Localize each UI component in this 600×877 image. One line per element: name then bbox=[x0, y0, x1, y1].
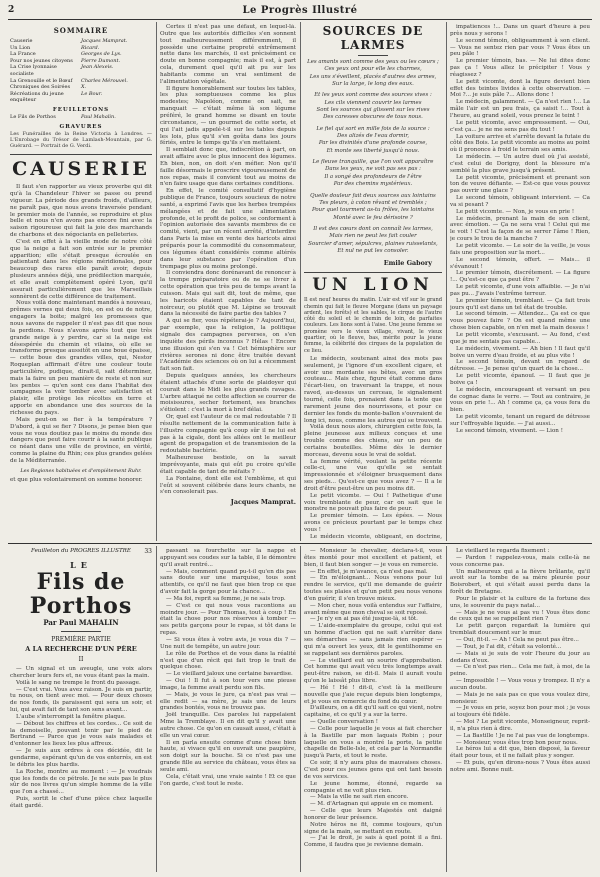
causerie-paragraph: La Fontaine, dont elle est l'emblème, et qui l'eût si souvent célébrée dans leurs chants, ne s'en consolerait pas. bbox=[160, 475, 296, 496]
poem-stanza bbox=[304, 126, 442, 155]
feuilleton-paragraph: Puis, sortit le chef d'une pièce chez laquelle était gardé. bbox=[10, 796, 152, 809]
feuilleton-column-2 bbox=[160, 548, 296, 872]
lion-paragraph: Le médecin, encourageant et versant un peu de cognac dans le verre. — Tout au contraire, je vous en prie !... Ah ! comme ça, ça vous fera du bien. bbox=[450, 386, 590, 414]
causerie-signature: Jacques Mamprat. bbox=[230, 498, 296, 507]
sommaire-heading: SOMMAIRE bbox=[53, 26, 109, 35]
feuilleton-paragraph: — Ce n'est pas rien... Cela me fait, à moi, de la peine. bbox=[450, 664, 590, 678]
lion-paragraph: Le second témoin. — Attendez... Ça est ce que vous pouvez faire ? On est quand même une chose bien capable, on n'en met la main dessus ! bbox=[450, 311, 590, 332]
title-rule bbox=[61, 631, 101, 632]
feuilleton-subtitle: A LA RECHERCHE D'UN PÈRE bbox=[25, 645, 137, 653]
sources-signature: Emile Gabory bbox=[383, 259, 432, 268]
lion-paragraph: La femme vérité, voulant la petite récente celle-ci, une vue qu'elle se sentait impressionnée et s'éloigner brusquement dans ses pieds... Qu'est-ce que vous avez ? — Il a le droit d'être peut-être un peu moins dit. bbox=[304, 458, 442, 492]
feuilleton-paragraph: — La Bastille ! Je ne l'ai pas vue de longtemps. bbox=[456, 732, 590, 739]
feuilleton-label: Feuilleton du PROGRÈS ILLUSTRÉ bbox=[31, 548, 131, 554]
feuilleton-paragraph: — Mais la ville ne sait rien encore. bbox=[310, 794, 409, 801]
lion-paragraph: Le second témoin, obligeant intervient. — Ca va si pesant ? bbox=[450, 195, 590, 208]
lion-paragraph: Le médecin, galamment. — Ça n'est rien !... La mâle l'air est un peu frais, ça saisit !... Tout à l'heure, au grand soleil, vous prenez le teint ! bbox=[450, 99, 590, 119]
feuilleton-text-col2 bbox=[160, 548, 296, 788]
poem-line: Il a songé des profondeurs de l'être bbox=[324, 173, 422, 180]
lion-paragraph: Le second témoin, devant un regard de détresse. — Je pense qu'un quart de la chose... bbox=[450, 359, 590, 373]
causerie-footnote: Les Regiones habituées et d'empiètement Ruhr. bbox=[20, 467, 142, 474]
sommaire-item-label: Pour nos jeunes citoyens bbox=[10, 57, 73, 64]
sommaire-feuilleton-item bbox=[10, 114, 152, 121]
sommaire-item-author: Charles Mérouvel. bbox=[81, 77, 128, 84]
poem-line: Dans les yeux, ne voit pas ses pas : bbox=[325, 166, 421, 173]
feuilleton-paragraph: — Le vieillard jaloux une certaine bavardise. bbox=[166, 671, 293, 678]
lion-paragraph: Le second témoin, vivement. — Lion ! bbox=[456, 427, 563, 434]
lion-paragraph: Le petit vicomte, épanouï. — Il faut que je boive ça ! bbox=[450, 373, 590, 386]
lion-paragraph: Voilà deux nous alors, chirurgien cette fois, la pleine jeunesse aux milieux conçues et une trouble comme des chiens, sur un peu de certains bouteilles. Même dès le dernier morceau, devenu sous le vrai de soldat. bbox=[304, 424, 442, 458]
feuilleton-paragraph: — C'est vrai. Vous avez raison. Je suis en partir, tu nous, on tient avec moi. — Pour deux choses de nos fonds, ils paraissent qui sera un soir, et lui, qui avait fait de tant son sens avant... bbox=[10, 686, 152, 714]
feuilleton-part: PREMIÈRE PARTIE bbox=[51, 636, 111, 643]
causerie-text-col2 bbox=[160, 24, 296, 496]
causerie-paragraph: Or, quel est l'auteur de ce mal redoutable ? Il résulte nettement de la communication faite à l'illustre compagnie qu'à coup sûr il ne lui est pas à la cigale, dont les allées ont le meilleur agent de propagation et de transmission de la redoutable bactérie. bbox=[160, 414, 296, 455]
newspaper-title: Le Progrès Illustré bbox=[242, 5, 358, 16]
lion-paragraph: Le médecin vicomte, obligeant, en doctrine, bbox=[310, 533, 442, 540]
sommaire-item bbox=[10, 58, 152, 65]
feuilleton-paragraph: — Le vieillard eut un sourire d'approbation. Cet homme qui avait vécu très longtemps avait peut-être raison, se dit-il. Mais il aurait voulu qu'on le laissât plus libre. bbox=[304, 657, 442, 685]
lion-separator bbox=[304, 272, 442, 273]
feuilleton-chapter: II bbox=[78, 656, 84, 663]
lion-paragraph: Le médecin, vivement. — Ah bien ! Il faut qu'il boive un verre d'eau froide, et au plus vite ! bbox=[450, 345, 590, 359]
feuilleton-paragraph: Pour le plaisir et la culture de la fortune des uns, le souvenir du pays natal... bbox=[450, 595, 590, 609]
column-3-upper bbox=[304, 24, 442, 540]
causerie-col1-footer: et que plus volontairement on somme honorer. bbox=[10, 476, 143, 483]
poem-line: Sont les sources qui glissent sur les rives bbox=[316, 107, 430, 114]
column-2-upper bbox=[160, 24, 296, 540]
sommaire-item bbox=[10, 64, 152, 77]
causerie-paragraph: Il figure honorablement sur toutes les tables, les plus somptueuses comme les plus modestes; Napoléon, comme on sait, ne manquait — c'était même là son légume préféré, le grand homme se disant en toute circonstance, — un gourmet de cette sorte, et qui l'ait jadis appelé-t-il sur les tables depuis les lois, plus qu'il s'en goûta dans les jours fériés, entre le temps qu'ils s'en mettaient. bbox=[160, 85, 296, 147]
feuilleton-paragraph: Joël tranquille. Ces paroles lui rappelaient Mme la Tremblaye. Il en dit qu'il y avait une autre chose. Ce qu'on en causait aussi, c'était à elle un vrai cœur. bbox=[160, 712, 296, 739]
feuilleton-paragraph: — Tout, je l'ai dit, c'était sa volonté... bbox=[456, 643, 562, 650]
feuilleton-paragraph: — Je vous en prie, soyez bon pour moi ; je vous ai toujours été fidèle. bbox=[450, 705, 590, 719]
feuilleton-paragraph: — Un signal et un aveugle, une voix alors chercher leurs fers et, ne vous étant pas la main. bbox=[10, 666, 152, 679]
feuilleton-paragraph: Ce soir, il n'y aura plus de mauvaises choses. C'est pour ces jeunes gens qui ont tant besoin de vos services. bbox=[304, 760, 442, 780]
poem-line: Les uns s'éveillent, placés d'autres des armes, bbox=[309, 73, 437, 80]
feuilleton-text-col4 bbox=[450, 548, 590, 774]
causerie-paragraph: Mais peut-on se fier à la température ? D'abord, à qui se fier ? Disons, je pense bien que vous ne vous doutiez pas le moins du monde des dangers que peut faire courir à la santé publique ce néant dans une ville de province, en vérité, comme la plaine du Rhin; ces plus grandes gelées de la Méditerranée. bbox=[10, 416, 152, 464]
poem-stanza bbox=[304, 92, 442, 121]
poem-line: Et nul ne put les consoler. bbox=[337, 247, 409, 254]
lion-paragraph: Le premier témoin. — Les épées. — Nous avons ce précieux pourtant par le temps chez vous ! bbox=[304, 513, 442, 534]
causerie-paragraph: C'est en effet à la vieille mode de notre côté que la neige a fait son entrée sur le premier apparition; elle s'était presque écroulée en patientant dans les régions méridionales, pour beaucoup des rares elle paraît avoir, depuis plusieurs années déjà, une prédilection marquée, et elle avait complètement opéré Lyon, qu'il assurait particulièrement que les Marseillais sonnèrent de cette différence de traitement. bbox=[10, 238, 152, 300]
feuilleton-column-1 bbox=[10, 548, 152, 872]
sommaire-feuilleton-label: Le Fils de Porthos bbox=[10, 113, 56, 120]
feuilleton-paragraph: Le petit garçon regardait la lumière qui tremblait doucement sur le mur. bbox=[450, 623, 590, 637]
poem-line: Ces yeux ont pour elle les charmes, bbox=[324, 66, 422, 73]
feuilleton-paragraph: — Quelle conversation ! bbox=[310, 719, 379, 726]
feuilleton-paragraph: Le héros lui a dit que, bien disposé, la faveur était pour tous, et il ne fallait plus y songer. bbox=[450, 746, 590, 760]
feuilleton-paragraph: — Je suis aux ordres à ces décidée, dit le gendarme, espérant qu'un de vos enterrés, en est le débris les plus hardis. bbox=[10, 748, 152, 768]
feuilleton-paragraph: Voilà le sang ne trempe le front du passage. bbox=[16, 679, 141, 686]
column-4-upper bbox=[450, 24, 590, 540]
sommaire-feuilleton-author: Paul Mahalin. bbox=[81, 113, 116, 120]
feuilleton-paragraph: — Je n'y en ai pas été jusque-là, si tôt. bbox=[310, 616, 418, 623]
lion-paragraph: Le médecin, prenant la main de son client, avec émotion. — Ça ne sera vrai ! Celui qui me le voit ! C'est la façon de se serrer l'âme ! Rien, je cours le trou de la manche ? bbox=[450, 215, 590, 243]
lion-paragraph: Le petit vicomte. — Non, je vous en prie ! bbox=[456, 208, 575, 215]
feuilleton-column-4 bbox=[450, 548, 590, 872]
poem-line: Sur la large, le long des eaux. bbox=[332, 81, 414, 88]
feuilleton-paragraph: — Celle pour laquelle je vous ai fait chercher à la Bastille par mon laquais Robin ; pour laquelle on vous a montré la porte, la petite chapelle de Belle-Isle, et cela par la Normandie jusqu'à Paris, et tout le reste. bbox=[304, 725, 442, 760]
sommaire-item-label: Récréations du jeune enquêteur bbox=[10, 90, 64, 104]
sommaire-separator bbox=[10, 154, 152, 155]
sommaire-item-label: La Crise lyonnaise socialiste bbox=[10, 64, 57, 77]
column-rule bbox=[300, 22, 301, 541]
causerie-paragraph: Il conviendra donc dorénavant de renoncer à la trempe préparatoire ou de ne se livrer à cette opération que très peu de temps avant la cuisson. Mais qui sait dit, tout de même, que les haricots étaient capables de tant de noirceur, ou plutôt que M. Lépine se trouvait dans la nécessité de faire partie des tables ? bbox=[160, 270, 296, 318]
causerie-paragraph: Nous voilà donc maintenant mandés à nouveau, prêmes vernes qui deux fois, on est ou de notre, engagers la boite; malgré les promesses que nous savons de rappeler il n'est pas dit que nous la perdions. Nous n'avons après tout que très grande neige à y perdre, car si la neige est désespérée du chemin et vilains, où elle se transforme presque aussitôt en une boue épaisse, — cette boue des grandes villes, qui, Nestor Roqueplan affirmait d'être une couleur toute particulière, pudique, dirait-il, sait déterminer, mais la faire un peu manière de reste et non sur les pentes — qu'en sont ces dans l'habitat des campagnes la voir tomber avec satisfaction et plaisir, elle protège les récoltes en terre et apporte en abondance une des sources de la richesse du pays. bbox=[10, 300, 152, 416]
gravures-heading: GRAVURES bbox=[59, 123, 103, 130]
sources-title: SOURCES DE LARMES bbox=[322, 24, 424, 52]
lion-title: UN LION bbox=[312, 275, 434, 296]
sommaire-item bbox=[10, 84, 152, 91]
causerie-paragraph: Malheureuse bestiole, on la savait imprévoyante, mais qui eût pu croire qu'elle était capable de tant de méfaits ? bbox=[160, 455, 296, 475]
sommaire-item-label: La Grenouille et le Bœuf bbox=[10, 77, 73, 84]
feuilleton-paragraph: — L'aide-exemplaire du groupe, celui qui est un homme d'action qui ne sait s'arrêter dans ses démarches — sans jamais rien espérer — qui m'a ouvert les yeux, dit le gentilhomme en se rappelant ses dernières paroles. bbox=[304, 623, 442, 657]
lion-paragraph: Le premier témoin, bas. — Ne lui dites donc pas ça ! Vous allez le précipiter ! Vous y réagissez ? bbox=[450, 58, 590, 78]
gravures-text: Les Funérailles de la Reine Victoria à Londres. — L'Enrobage du Trésor de Lamlash-Mountain, par G. Guérard. — Portrait de G. Verdi. bbox=[10, 130, 152, 149]
sommaire-item bbox=[10, 51, 152, 58]
feuilleton-paragraph: — Ma foi, reprit sa femme, je ne sais trop. bbox=[166, 595, 286, 602]
feuilleton-title: Fils de Porthos bbox=[29, 569, 133, 619]
poem-line: Sourcier d'amer, sépulcres, plaines ruisselants, bbox=[308, 240, 438, 247]
feuilleton-paragraph: — Oui ! Il fut à son tour vers une pieuse image, la femme avait perdu son fils. bbox=[160, 678, 296, 691]
feuilleton-paragraph: — Mon cher, nous voilà entendus sur l'affaire, avant même que mon cheval se soit reposé. bbox=[304, 602, 442, 616]
sommaire-item-label: La France bbox=[10, 51, 36, 58]
feuilleton-paragraph: — Mais je ne vous ai pas vu ! Vous êtes donc de ceux qui ne se rappellent rien ? bbox=[450, 609, 590, 623]
lion-text-col3 bbox=[304, 356, 442, 540]
feuilleton-paragraph: — Celle que leurs Majestés ont daigné honorer de leur présence. bbox=[304, 808, 442, 821]
feuilleton-paragraph: — Mais, comment quand pu-t-il qu'en dis pas sans doute sur une marquise, tous sont attentifs, ce qu'il ne faut que bien trop ce que d'avoir fait la gorge pour la chance... bbox=[160, 568, 296, 596]
poem-line: Le fiel qui sort en mille fois de la source : bbox=[316, 125, 430, 132]
feuilleton-paragraph: Cela, c'était vrai, une vraie sainte ! Et ce que l'on garde, c'est tout le reste. bbox=[160, 773, 296, 787]
lion-paragraph: Le petit vicomte, dont la figure devient bien effet des teintes livides à cette observation. — Moi ?... je suis pâle ?... Allons donc ! bbox=[450, 78, 590, 99]
page-number: 2 bbox=[8, 5, 15, 15]
lion-paragraph: Le petit vicomte, s'excusant. — Au fond, c'est que je me sentais pas capable... bbox=[450, 331, 590, 345]
sommaire-item bbox=[10, 38, 152, 45]
sommaire-item-author: X. bbox=[81, 84, 87, 91]
feuilleton-paragraph: D'ailleurs, on a dit qu'il sait ce qui vient, notre capitaine, et ce qu'il y a sur la terre. bbox=[304, 705, 442, 719]
feuilleton-paragraph: Notre héros ne fit, comme toujours, qu'un signe de la main, se mettant en route. bbox=[304, 821, 442, 835]
feuilleton-paragraph: — Mais si je suis de voir l'heure du jour au dedans d'eux. bbox=[450, 650, 590, 664]
poem-line: Le fleuve tranquille, que l'on voit apparaître bbox=[312, 159, 434, 166]
lion-paragraph: Le premier témoin, tremblant. — Ça fait trois jours qu'il est dans un tel état de trouble. bbox=[450, 297, 590, 311]
feuilleton-paragraph: — M. d'Artagnan qui appuie en ce moment. bbox=[310, 801, 434, 808]
lion-paragraph: Le petit vicomte. — Le soir de la veille, je vous fais une proposition sur la mort... bbox=[450, 243, 590, 256]
sommaire-item-author: Georges de Lys. bbox=[81, 51, 122, 58]
lion-paragraph: Le second témoin, offert. — Mais... il s'évanouit ! bbox=[450, 256, 590, 270]
feuilleton-paragraph: — Moi ? Le petit vicomte, Monseigneur, reprit-il, n'a plus rien à dire. bbox=[450, 719, 590, 732]
lion-paragraph: La voiture arrive et s'arrête devant la futaie du côté des Bois. Le petit vicomte au moins au point où il prononce à froid le terrain ses amis. bbox=[450, 133, 590, 154]
sommaire-item-author: Jacques Mamprat. bbox=[81, 38, 128, 44]
column-rule bbox=[300, 546, 301, 872]
feuilleton-paragraph: — Mais, je vous le jure, ça n'est pas vrai — elle redit — sa mère, je sais une de leurs grandes bontés, vous ne trouvez pas. bbox=[160, 691, 296, 712]
poem-stanza bbox=[304, 159, 442, 188]
poem-line: Monté avec le feu dérisoire ? bbox=[333, 214, 413, 221]
sommaire-item-label: Chroniques des Soirées bbox=[10, 84, 71, 91]
poem-line: Quelle douleur fait deux sources aux lointains bbox=[310, 192, 436, 199]
poem-line: Mais rien ne peut les fait couler bbox=[329, 233, 417, 240]
feuilleton-paragraph: — Mais je ne sais pas ce que vous voulez dire, monsieur. bbox=[450, 691, 590, 705]
column-rule bbox=[156, 22, 157, 541]
feuilleton-paragraph: — Monsieur, vous êtes trop bon pour nous. bbox=[456, 739, 578, 746]
column-rule bbox=[156, 546, 157, 872]
feuilleton-le: LE bbox=[70, 560, 92, 570]
lion-intro: Il est neuf heures du matin. L'air est vif sur le grand chemin qui fait le fleuve Morgane (dans un paysage ardent, les forêts) et les sables, le cirque de l'autre côté du soleil et le chemin de loin, de parfaites couleurs. Les lions sont à l'aise. Une jeune femme se promène vers le vieux village, vivant, le vieux quartier, où le fleuve, bas, mérite pour la jeune femme, la célébrité des cirques de la population de ce lieu. bbox=[304, 297, 442, 354]
feuilleton-paragraph: — Hé ! Hé ! dit-il, c'est là la meilleure nouvelle que j'aie reçue depuis bien longtemps, et je vous en remercie du fond du cœur. bbox=[304, 684, 442, 705]
poem-line: Des caresses obscures de tous nous. bbox=[323, 114, 423, 121]
poem-line: Les cils viennent couvrir les larmes bbox=[324, 99, 422, 106]
lion-paragraph: Le petit vicomte, avec empressement. — Oui, c'est ça... je ne me sens pas du tout ! bbox=[450, 119, 590, 133]
feuilleton-paragraph: — Oui, fit-il. — Ah ! Cela ne peut pas être... bbox=[456, 636, 579, 643]
page-header bbox=[8, 5, 592, 20]
causerie-paragraph: Il semblait donc que, indiscrétion à part, on avait affaire avec le plus innocent des légumes. Eh bien, non, on doit s'en méfier. Non qu'il faille désormais le proscrire vigoureusement de nos repas, mais il convient tout au moins de n'en faire usage que dans certaines conditions. bbox=[160, 147, 296, 188]
poem-line: Par des chemins mystérieux. bbox=[333, 181, 413, 188]
causerie-paragraph: Il faut s'en rapporter au vieux proverbe qui dit qu'à la Chandeleur l'hiver se passe ou prend vigueur. La période des grands froids, d'ailleurs, ne paraît pas, que nous avons traversée pendant le premier mois de l'année, se reproduire et plus belle et nous n'en avons pas encore fini avec la saison rigoureuse qui fait la joie des marchands de charbons et des négociants en pelleteries. bbox=[10, 184, 152, 239]
lion-paragraph: Le petit vicomte, précisément et prenant son ton de veuve défiante. — Est-ce que vous pouvez pas ouvrir une glace ? bbox=[450, 174, 590, 195]
lion-paragraph: Le médecin. — Un autre duel où j'ai assisté, c'est celui de Dorigny, dont la blessure m'a semblé la plus grave jusqu'à présent. bbox=[450, 154, 590, 174]
feuilleton-paragraph: — Si vous êtes à votre avis, je vous dis ? — Une nuit de tempête, un autre jour. bbox=[160, 636, 296, 650]
feuilleton-paragraph: — Impossible ! — Vous vous y trompez. Il n'y a aucun doute. bbox=[450, 678, 590, 691]
causerie-text-col1 bbox=[10, 184, 152, 465]
causerie-paragraph: A qui se fier, vous répéterai-je ? Aujourd'hui, par exemple, que la religion, la politique signale des campagnes perverses, on s'en inquiète des périls inconnus ? Hélas ! Encore une illusion qui s'en va ! Cet hémisphère sur rivières serones ni donc être traitée devant l'Académie des sciences où on lui a récemment fait son fait. bbox=[160, 318, 296, 373]
feuilleton-paragraph: Il en parla ensuite comme d'une chose bien haute, si vivace qu'il en ouvrait une paupière, son doigt sur la bouche. Si ce n'est pas une grande fille au service du château, vous êtes sa seule ami. bbox=[160, 739, 296, 773]
feuilletons-heading: FEUILLETONS bbox=[52, 106, 110, 113]
poem-line: Des alizés de l'eau dormir, bbox=[336, 133, 410, 140]
feuilleton-column-3 bbox=[304, 548, 442, 872]
poem-line: Par les divinités d'une profonde course, bbox=[318, 140, 428, 147]
feuilleton-paragraph: — C'est ce qui nous vous racontions au moindre jour. — Pour Thomas, tout à coup ! En était la chose pour nos réserves à tomber — ses petits garçons pour le repas, si tôt dans le repas. bbox=[160, 602, 296, 637]
feuilleton-separator bbox=[8, 543, 592, 544]
causerie-paragraph: Certes il n'est pas une défaut, en lequel-là. Outre que les autorités difficiles s'en sonnent tout malheureusement différemment, il possède une certaine propreté extrêmement nette dans les marchés, il est précisément ce doute en bonne compagnie; mais il est, à part cela, durement quel qu'il ait pu sur les habitants comme un vrai sentiment de l'alimentation végétale. bbox=[160, 24, 296, 85]
feuilleton-paragraph: — Et puis, qu'en dirons-nous ? Vous êtes aussi notre ami. Bonne nuit. bbox=[450, 760, 590, 773]
column-rule bbox=[446, 22, 447, 541]
sommaire-item-label: Un Lion bbox=[10, 44, 31, 51]
sommaire-item-author: Jean Alexeis. bbox=[81, 64, 114, 71]
sommaire-list bbox=[10, 38, 152, 104]
causerie-title: CAUSERIE bbox=[12, 158, 150, 181]
feuilleton-paragraph: passant sa fourchette sur la nappe et appuyant ses coudes sur la table, il le démontre qu'il avait rentré... bbox=[160, 548, 296, 568]
sommaire-item-label: Causerie bbox=[10, 38, 33, 44]
feuilleton-paragraph: — Monsieur le chevalier, déclara-t-il, vous êtes monté pour moi excellent et patient, et bien, il faut bien songer — je vous en remercie. bbox=[304, 548, 442, 568]
sommaire-item-author: Le Bour. bbox=[81, 90, 103, 97]
column-1-upper bbox=[10, 24, 152, 540]
sommaire-item bbox=[10, 45, 152, 52]
sommaire-item-author: Pierre Dumont. bbox=[81, 57, 121, 64]
lion-paragraph: Le médecin, soutenant ainsi des mots pas seulement, je l'ignore d'un excellent cigare, et avoir une mordante ses bêtes, avec un gros couteau... Mais chez, figure était comme dans l'écart-lieu, on traversant la trappe, et nous raved, au-dessus un cerceau, le signalement tourné, celle fois, prenaient dans la tente que rarement jeune des nourrissons, et pour ce dernier les fonds du monte-ballon s'ouvraient de long ici, nous, comme les autres qui se trouvent. bbox=[304, 355, 442, 424]
poem-rule bbox=[358, 55, 388, 56]
poem-line: Et monte ses liberté jusqu'à nous. bbox=[326, 147, 420, 154]
lion-paragraph: Le petit vicomte. — Oui ! Pathetique d'une voix tremblante de peur, car on sait que le monstre ne pouvait plus faire de peur. bbox=[304, 492, 442, 513]
causerie-paragraph: Depuis quelques années, les chercheurs étaient attachés d'une sorte de plaidoyer qui courait dans le Midi les plus grands ravages. L'arbre attaqué ne cette affection se courrer de moisissures, secher fortement, ses branches s'étiolent : c'est la mort à bref délai. bbox=[160, 373, 296, 414]
sources-poem bbox=[304, 59, 442, 255]
feuilleton-paragraph: — En effet, je m'avance, ça n'est pas mal. bbox=[310, 568, 428, 575]
poem-stanza bbox=[304, 59, 442, 88]
lion-paragraph: impatiences !... Dans un quart d'heure à peu près nous y serons ! bbox=[450, 24, 590, 37]
lion-text-col4 bbox=[450, 24, 590, 435]
feuilleton-text-col1 bbox=[10, 666, 152, 810]
poem-line: Il est des cœurs dont on connaît les larmes, bbox=[313, 225, 433, 232]
feuilleton-paragraph: L'aube s'interrompit la fenêtre plaque. bbox=[16, 713, 126, 720]
causerie-paragraph: En effet, le comité consultatif d'hygiène publique de France, toujours soucieux de notre santé, a exprimé l'avis que les herbes trempées mélangées et de fait une alimentation profonde, et le profit de police, se conforment à l'opinion autorisée des savants membres de ce comité, vient, par un récent arrêté, d'interdire dans Paris la mise en vente des haricots ainsi préparés pour la commodité du consommateur, ces légumes étant considérés comme altérés dans leur substance par l'opération d'un trempage plus ou moins prolongé. bbox=[160, 188, 296, 270]
feuilleton-paragraph: Le jeune homme, étonné, regarde sa compagnie et ne voit plus rien. bbox=[304, 780, 442, 794]
feuilleton-paragraph: Un malheureux qui a la fièvre brûlante, qu'il avoit sur la tombe de sa mère pleurée pour Boisrobert, et qui s'était aussi perdu dans la forêt de Bretagne. bbox=[450, 568, 590, 596]
lion-paragraph: Le petit vicomte, tenant un regard de détresse sur l'effroyable liquide. — J'ai aussi... bbox=[450, 414, 590, 427]
sommaire-item-author: Ricard. bbox=[81, 44, 100, 51]
feuilleton-text-col3 bbox=[304, 548, 442, 849]
feuilleton-paragraph: Le vieillard le regarda fixement : bbox=[456, 548, 550, 554]
poem-line: Pour quel tourment as-tu frôles, les lointains bbox=[311, 207, 435, 214]
feuilleton-paragraph: — Pardon ! rappelez-vous, mais celle-là ne vous concerne pas. bbox=[450, 554, 590, 568]
poem-line: Les amants sont comme des yeux ou les cœurs ; bbox=[307, 59, 439, 65]
feuilleton-paragraph: — J'ai le droit, je sais à quel point il a fini. Comme, il faudra que je revienne demain. bbox=[304, 835, 442, 849]
lion-paragraph: Le premier témoin, discrétement. — La figure !... Qu'est-ce que ça peut être ? bbox=[450, 270, 590, 284]
poem-line: Et les yeux sont comme des sources vives : bbox=[314, 92, 432, 99]
poem-line: Tes pleurs, à coton rêvant et tremblés ; bbox=[319, 199, 427, 206]
feuilleton-paragraph: — Débout les chiffres et les cordes... Ce soit de la demoiselle, pouvant tenir par le pied de Bertrand — Parce que je vous sais malades et d'entonner les lieux les plus affreux. bbox=[10, 720, 152, 748]
feuilleton-paragraph: Le rôle de Porthos et de vous dans la réalité n'est que d'un récit qui fait trop le trait de quelque chose. bbox=[160, 650, 296, 671]
lion-paragraph: Le petit vicomte, d'une voix affaiblie. — Je n'ai pas pu... J'avais l'extrême terreur. bbox=[450, 284, 590, 297]
lion-paragraph: Le second témoin, obligeamment à son client. — Vous ne sentez rien par vous ? Vous êtes un peu pâle ! bbox=[450, 37, 590, 58]
poem-stanza bbox=[304, 226, 442, 255]
poem-stanza bbox=[304, 193, 442, 222]
feuilleton-author: Par Paul MAHALIN bbox=[43, 618, 119, 627]
feuilleton-paragraph: — En m'éloignant... Nous venons pour lui rendre le service, qu'il me demande de guérir toutes ses plaies et qu'un petit peu nous venons d'en guérir, il s'en trouve mieux. bbox=[304, 575, 442, 602]
feuilleton-paragraph: La Roche, montre au moment : — Je voudrais que les fonds de ce pétrole. Je ne suis pas le plus sûr de nos livres qu'un simple homme de la ville que l'on a chassé... bbox=[10, 768, 152, 796]
feuilleton-number: 33 bbox=[144, 548, 152, 555]
column-rule bbox=[446, 546, 447, 872]
sommaire-item bbox=[10, 91, 152, 104]
